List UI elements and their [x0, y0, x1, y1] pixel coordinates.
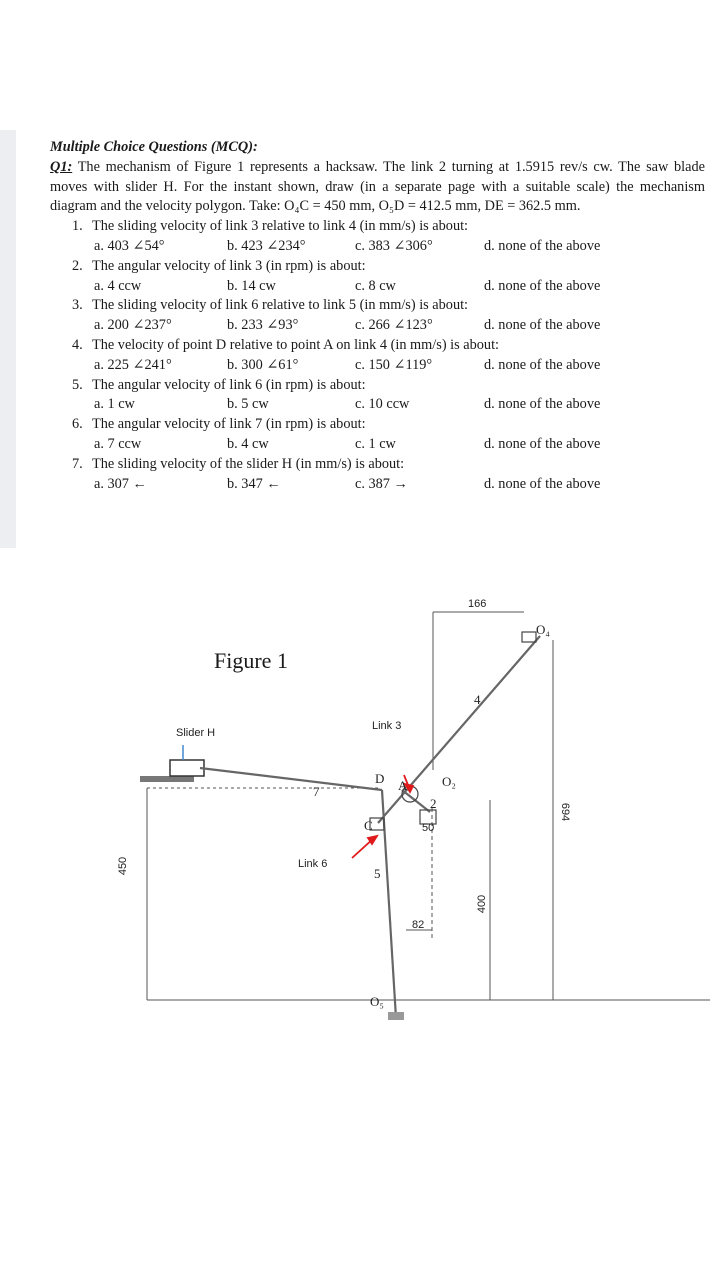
dimension-166: 166 [468, 598, 487, 610]
page-margin-shade [0, 130, 16, 548]
question-stem [50, 217, 705, 237]
document-text [50, 138, 705, 494]
question-item [50, 336, 705, 376]
slider-h-block [170, 760, 204, 776]
question-intro-text: The mechanism of Figure 1 represents a hacksaw. The link 2 turning at 1.5915 rev/s cw. The saw blade moves with slider H. For the instant shown, draw (in a separate page with a suitable scale) the mechanism diagram and the velocity polygon. Take: O₄C = 450 mm, O₅D = 412.5 mm, DE = 362.5 mm. [50, 158, 705, 215]
label-link-7-num: 7 [313, 784, 320, 799]
question-item [50, 376, 705, 416]
label-link-4-num: 4 [474, 692, 481, 707]
question-item [50, 217, 705, 257]
option-c[interactable]: c. 383 ∠306° [355, 237, 433, 254]
option-a[interactable]: a. 307 ← [94, 475, 147, 492]
question-item [50, 415, 705, 455]
question-stem [50, 455, 705, 475]
ground-o5 [388, 1012, 404, 1020]
option-d[interactable]: d. none of the above [484, 237, 601, 254]
label-link-3: Link 3 [372, 720, 402, 732]
option-d[interactable]: d. none of the above [484, 435, 601, 452]
option-c[interactable]: c. 1 cw [355, 435, 396, 452]
question-item [50, 455, 705, 495]
mcq-heading: Multiple Choice Questions (MCQ): [50, 139, 258, 155]
question-number: 4. [72, 336, 83, 353]
dimension-50: 50 [422, 822, 435, 834]
point-o5-label: O₅ [370, 994, 384, 1009]
label-link-2-num: 2 [430, 796, 437, 811]
question-label: Q1: [50, 158, 73, 175]
label-link-5-num: 5 [374, 866, 381, 881]
question-number: 7. [72, 455, 83, 472]
top-blank-area [0, 0, 720, 128]
point-d-label: D [375, 771, 385, 786]
answer-options [50, 435, 705, 455]
dimension-82: 82 [412, 919, 425, 931]
point-o4-label: O₄ [536, 622, 550, 637]
label-slider-h: Slider H [176, 727, 216, 739]
dimension-400: 400 [476, 894, 489, 914]
joints [370, 632, 536, 1020]
question-stem [50, 376, 705, 396]
option-d[interactable]: d. none of the above [484, 317, 601, 334]
question-text: The sliding velocity of link 6 relative to link 5 (in mm/s) is about: [92, 297, 469, 314]
joint-o4-block [522, 632, 536, 642]
option-d[interactable]: d. none of the above [484, 396, 601, 413]
option-b[interactable]: b. 300 ∠61° [227, 356, 299, 373]
option-c[interactable]: c. 266 ∠123° [355, 317, 433, 334]
point-c-label: C [364, 818, 373, 833]
question-stem [50, 415, 705, 435]
option-c[interactable]: c. 387 → [355, 475, 408, 492]
question-stem [50, 336, 705, 356]
question-stem [50, 296, 705, 316]
question-number: 3. [72, 297, 83, 314]
option-a[interactable]: a. 4 ccw [94, 277, 142, 294]
question-text: The angular velocity of link 6 (in rpm) is about: [92, 376, 366, 393]
slider-ground-hatch [140, 776, 194, 782]
question-number: 1. [72, 218, 83, 235]
option-d[interactable]: d. none of the above [484, 475, 601, 492]
option-c[interactable]: c. 10 ccw [355, 396, 410, 413]
answer-options [50, 237, 705, 257]
answer-options [50, 316, 705, 336]
option-d[interactable]: d. none of the above [484, 356, 601, 373]
question-list [50, 217, 705, 494]
option-a[interactable]: a. 403 ∠54° [94, 237, 165, 254]
question-item [50, 257, 705, 297]
point-a-label: A [398, 778, 408, 793]
question-text: The sliding velocity of the slider H (in mm/s) is about: [92, 455, 405, 472]
figure-title: Figure 1 [214, 648, 288, 673]
answer-options [50, 356, 705, 376]
option-a[interactable]: a. 1 cw [94, 396, 135, 413]
option-a[interactable]: a. 225 ∠241° [94, 356, 172, 373]
dimension-694: 694 [559, 802, 572, 822]
question-number: 6. [72, 416, 83, 433]
question-text: The angular velocity of link 7 (in rpm) is about: [92, 416, 366, 433]
mechanism-figure [0, 590, 720, 1040]
option-c[interactable]: c. 150 ∠119° [355, 356, 433, 373]
question-number: 5. [72, 376, 83, 393]
question-stem [50, 257, 705, 277]
option-b[interactable]: b. 5 cw [227, 396, 269, 413]
question-text: The angular velocity of link 3 (in rpm) is about: [92, 257, 366, 274]
ground-slider-h [140, 745, 204, 782]
option-b[interactable]: b. 347 ← [227, 475, 281, 492]
label-link-6: Link 6 [298, 858, 328, 870]
answer-options [50, 475, 705, 495]
point-o2-label: O₂ [442, 774, 456, 789]
question-text: The sliding velocity of link 3 relative to link 4 (in mm/s) is about: [92, 218, 469, 235]
answer-options [50, 277, 705, 297]
link-7 [200, 768, 385, 790]
answer-options [50, 395, 705, 415]
question-item [50, 296, 705, 336]
option-c[interactable]: c. 8 cw [355, 277, 396, 294]
dimension-450: 450 [117, 856, 130, 876]
question-text: The velocity of point D relative to point A on link 4 (in mm/s) is about: [92, 336, 500, 353]
question-number: 2. [72, 257, 83, 274]
dimension-lines [147, 612, 710, 1000]
option-a[interactable]: a. 7 ccw [94, 435, 142, 452]
option-b[interactable]: b. 4 cw [227, 435, 269, 452]
question-intro [50, 158, 705, 217]
option-b[interactable]: b. 14 cw [227, 277, 276, 294]
option-b[interactable]: b. 423 ∠234° [227, 237, 306, 254]
option-b[interactable]: b. 233 ∠93° [227, 317, 299, 334]
option-a[interactable]: a. 200 ∠237° [94, 317, 172, 334]
option-d[interactable]: d. none of the above [484, 277, 601, 294]
